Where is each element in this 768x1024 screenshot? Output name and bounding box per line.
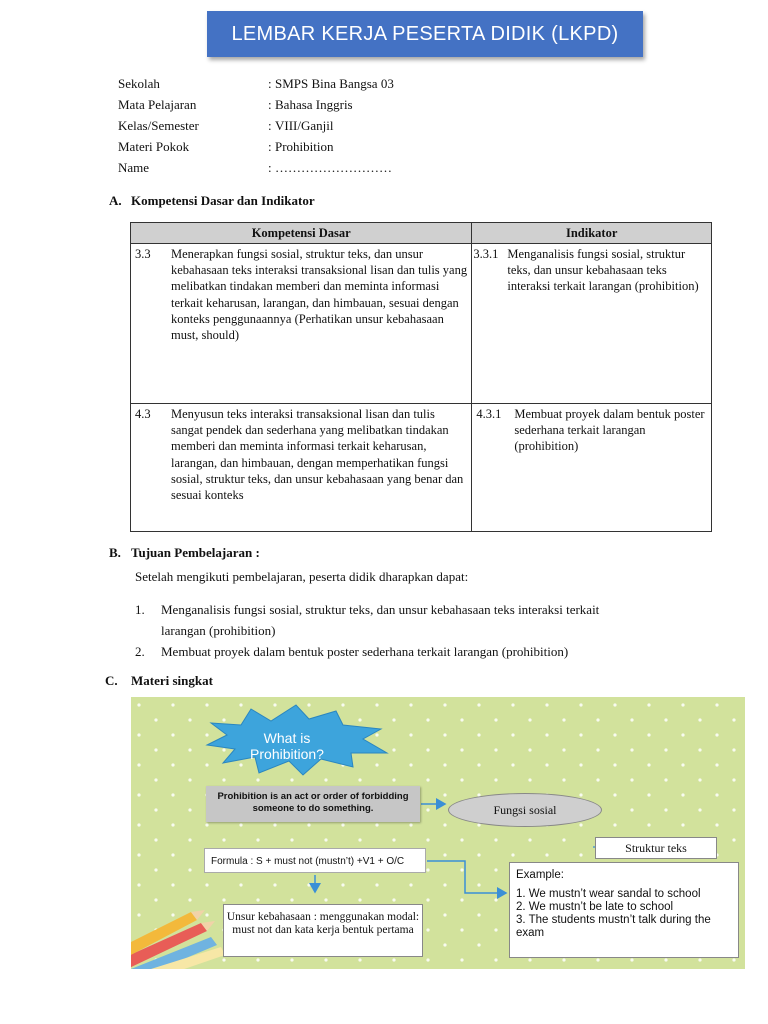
fungsi-sosial-oval: Fungsi sosial — [448, 793, 602, 827]
info-value: SMPS Bina Bangsa 03 — [275, 76, 394, 91]
info-separator: : — [268, 76, 272, 91]
section-letter: C. — [105, 673, 118, 688]
star-title: What is Prohibition? — [250, 730, 324, 762]
competency-table — [130, 222, 712, 532]
info-label: Name — [118, 160, 150, 175]
info-value: Bahasa Inggris — [275, 97, 353, 112]
page-title: LEMBAR KERJA PESERTA DIDIK (LKPD) — [207, 11, 643, 57]
info-label: Sekolah — [118, 76, 160, 91]
info-value: Prohibition — [275, 139, 334, 154]
table-row — [131, 404, 712, 532]
info-label: Materi Pokok — [118, 139, 190, 154]
example-item: 2. We mustn’t be late to school — [516, 901, 674, 913]
kd-cell — [131, 244, 472, 404]
kd-text: Menerapkan fungsi sosial, struktur teks, dan unsur kebahasaan teks interaksi transaksional lisan dan tulis yang melibatkan tindakan memberi dan meminta informasi terkait keharusan, larangan, dan himbauan, sesuai dengan konteks penggunaannya (Perhatikan unsur kebahasaan must, should) — [171, 247, 468, 343]
section-a-heading — [109, 193, 315, 209]
info-separator: : — [268, 160, 272, 175]
example-item: 3. The students mustn’t talk during the exam — [516, 914, 711, 939]
definition-box: Prohibition is an act or order of forbidding someone to do something. — [206, 786, 420, 822]
list-item — [135, 599, 599, 641]
materi-infographic — [131, 697, 745, 969]
indicator-cell — [472, 404, 712, 532]
info-label: Kelas/Semester — [118, 118, 199, 133]
kd-number: 3.3 — [135, 247, 151, 261]
list-number: 2. — [135, 644, 145, 659]
list-text-continued: larangan (prohibition) — [161, 623, 276, 638]
example-box — [509, 862, 739, 958]
info-label: Mata Pelajaran — [118, 97, 197, 112]
section-c-heading — [105, 673, 213, 689]
kd-number: 4.3 — [135, 407, 151, 421]
indicator-number: 3.3.1 — [473, 247, 499, 261]
struktur-teks-box: Struktur teks — [595, 837, 717, 859]
table-header-kd: Kompetensi Dasar — [131, 223, 472, 244]
section-letter: A. — [109, 193, 122, 208]
info-separator: : — [268, 118, 272, 133]
table-header-indikator: Indikator — [472, 223, 712, 244]
table-row — [131, 244, 712, 404]
section-title: Kompetensi Dasar dan Indikator — [131, 193, 315, 208]
info-value: VIII/Ganjil — [275, 118, 334, 133]
indicator-text: Membuat proyek dalam bentuk poster sederhana terkait larangan (prohibition) — [514, 407, 705, 454]
indicator-text: Menganalisis fungsi sosial, struktur teks, dan unsur kebahasaan teks interaksi terkait larangan (prohibition) — [507, 247, 699, 294]
name-blank: ……………………… — [275, 160, 392, 175]
kd-text: Menyusun teks interaksi transaksional lisan dan tulis sangat pendek dan sederhana yang melibatkan tindakan memberi dan meminta informasi terkait keharusan, larangan, dan himbauan, dengan memperhatikan fungsi sosial, struktur teks, dan unsur kebahasaan yang benar dan sesuai konteks — [171, 407, 464, 503]
section-title: Tujuan Pembelajaran : — [131, 545, 260, 560]
example-title: Example: — [516, 869, 564, 881]
formula-box: Formula : S + must not (mustn’t) +V1 + O/C — [204, 848, 426, 873]
info-separator: : — [268, 97, 272, 112]
info-separator: : — [268, 139, 272, 154]
list-number: 1. — [135, 602, 145, 617]
section-b-heading — [109, 545, 260, 561]
section-title: Materi singkat — [131, 673, 213, 688]
section-letter: B. — [109, 545, 121, 560]
objective-intro: Setelah mengikuti pembelajaran, peserta didik dharapkan dapat: — [135, 569, 469, 584]
indicator-cell — [472, 244, 712, 404]
kd-cell — [131, 404, 472, 532]
example-item: 1. We mustn’t wear sandal to school — [516, 888, 701, 900]
list-text: Menganalisis fungsi sosial, struktur teks, dan unsur kebahasaan teks interaksi terkait — [161, 602, 600, 617]
list-text: Membuat proyek dalam bentuk poster sederhana terkait larangan (prohibition) — [161, 644, 569, 659]
list-item — [135, 641, 568, 662]
indicator-number: 4.3.1 — [476, 407, 502, 421]
unsur-kebahasaan-box: Unsur kebahasaan : menggunakan modal: must not dan kata kerja bentuk pertama — [223, 904, 423, 957]
